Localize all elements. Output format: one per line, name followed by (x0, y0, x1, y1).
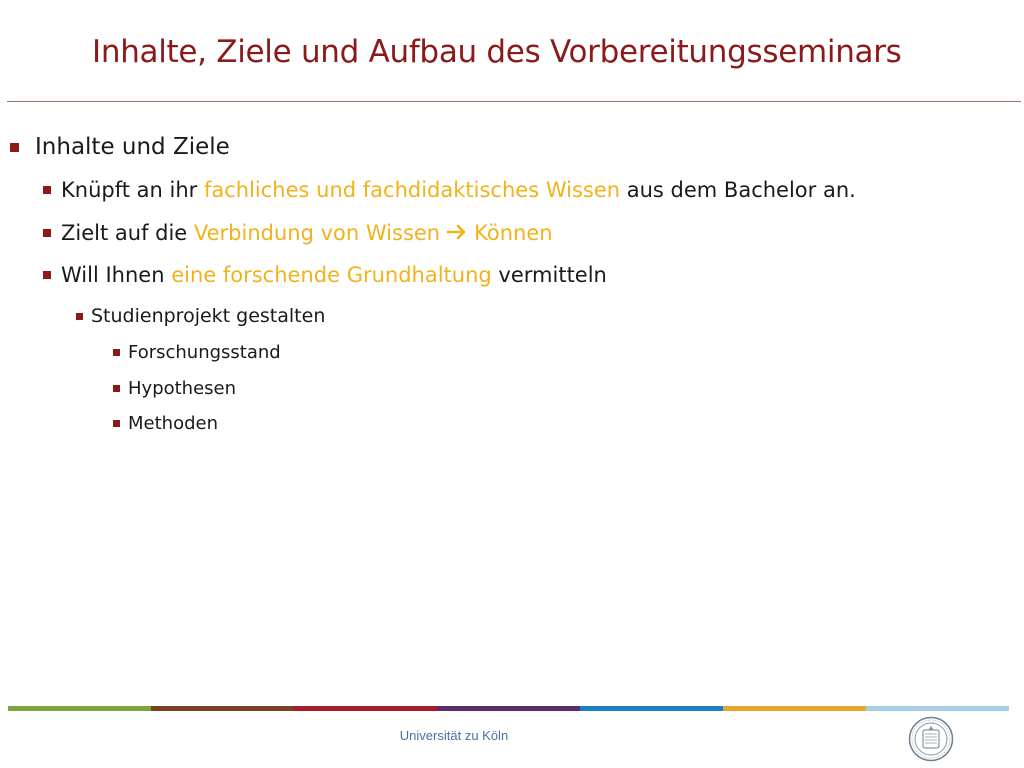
bullet-text: Hypothesen (128, 378, 237, 399)
square-bullet-icon (76, 313, 83, 320)
bullet-text-prefix: Will Ihnen (61, 263, 172, 287)
footer-color-bar (8, 706, 1009, 711)
bullet-text-prefix: Zielt auf die (61, 221, 194, 245)
color-bar-segment (8, 706, 151, 711)
highlighted-text: Verbindung von Wissen (193, 221, 441, 245)
bullet-level2-item (43, 178, 856, 202)
bullet-text: Forschungsstand (128, 342, 281, 363)
bullet-text: Methoden (128, 413, 218, 434)
bullet-level4-item (113, 342, 281, 363)
square-bullet-icon (113, 420, 120, 427)
bullet-level1-item (10, 134, 230, 160)
color-bar-segment (151, 706, 294, 711)
bullet-level2-item (43, 263, 607, 287)
square-bullet-icon (43, 186, 51, 194)
color-bar-segment (294, 706, 437, 711)
right-arrow-icon (446, 221, 468, 245)
color-bar-segment (437, 706, 580, 711)
title-divider (7, 101, 1021, 102)
bullet-text-suffix: aus dem Bachelor an. (620, 178, 856, 202)
color-bar-segment (723, 706, 866, 711)
slide-title: Inhalte, Ziele und Aufbau des Vorbereitungsseminars (92, 34, 902, 70)
highlighted-text: eine forschende Grundhaltung (171, 263, 492, 287)
square-bullet-icon (113, 349, 120, 356)
highlighted-text: Können (474, 221, 553, 245)
square-bullet-icon (43, 271, 51, 279)
bullet-text-suffix: vermitteln (491, 263, 607, 287)
footer-institution: Universität zu Köln (399, 728, 509, 743)
university-seal-icon (908, 716, 954, 762)
bullet-text: Studienprojekt gestalten (91, 305, 326, 327)
bullet-level3-item (76, 305, 325, 327)
bullet-level2-item (43, 221, 553, 245)
color-bar-segment (580, 706, 723, 711)
square-bullet-icon (43, 229, 51, 237)
square-bullet-icon (10, 143, 19, 152)
bullet-text: Inhalte und Ziele (35, 134, 230, 160)
highlighted-text: fachliches und fachdidaktisches Wissen (203, 178, 621, 202)
color-bar-segment (866, 706, 1009, 711)
bullet-level4-item (113, 413, 218, 434)
bullet-level4-item (113, 378, 236, 399)
square-bullet-icon (113, 385, 120, 392)
bullet-text-prefix: Knüpft an ihr (61, 178, 204, 202)
